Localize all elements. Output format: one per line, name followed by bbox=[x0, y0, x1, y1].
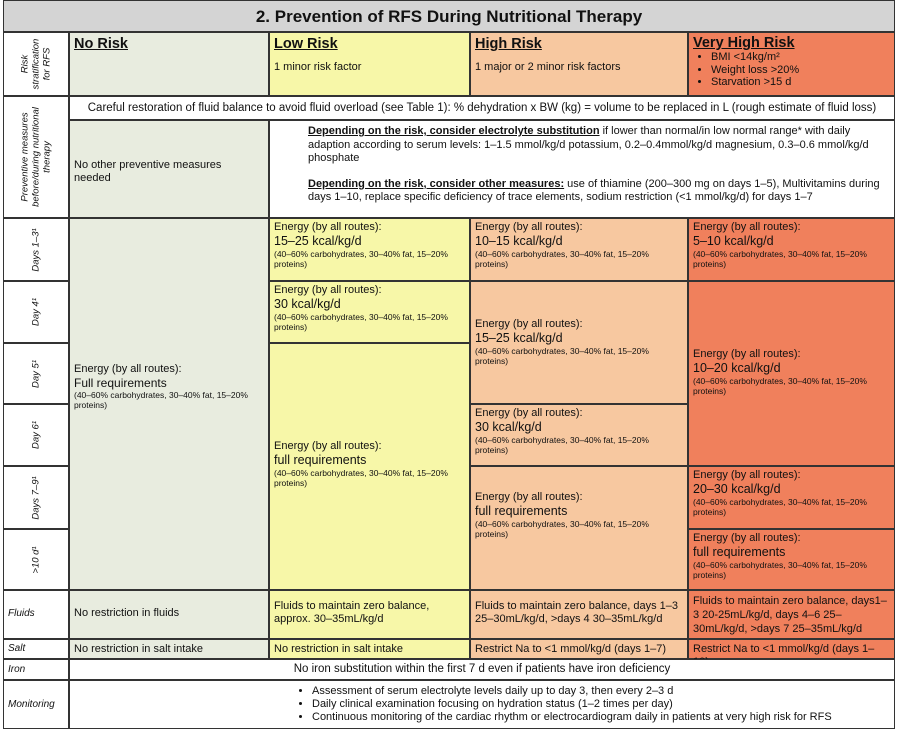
iron-note: No iron substitution within the first 7 d even if patients have iron deficiency bbox=[69, 659, 895, 680]
salt-high: Restrict Na to <1 mmol/kg/d (days 1–7) bbox=[470, 639, 688, 659]
monitoring-item: • Daily clinical examination focusing on hydration status (1–2 times per day) bbox=[312, 698, 894, 711]
low-risk-energy-d4 bbox=[269, 281, 470, 343]
high-risk-energy-d1 bbox=[470, 218, 688, 281]
high-risk-header: High Risk bbox=[475, 36, 542, 52]
row-label-risk-text: Risk stratification for RFS bbox=[19, 38, 53, 90]
no-risk-energy-cell bbox=[69, 218, 269, 590]
fluids-high-cell bbox=[470, 590, 688, 639]
monitoring-item: • Continuous monitoring of the cardiac rhythm or electrocardiogram daily in patients at very high risk for RFS bbox=[312, 711, 894, 724]
low-risk-header-cell bbox=[269, 32, 470, 96]
fluid-balance-note: Careful restoration of fluid balance to avoid fluid overload (see Table 1): % dehydration x BW (kg) = volume to be replaced in L (rough estimate of fluid loss) bbox=[69, 96, 895, 120]
fluids-low: Fluids to maintain zero balance, approx. 30–35mL/kg/d bbox=[274, 600, 430, 625]
energy-label: Energy (by all routes): bbox=[274, 221, 382, 233]
macros-note: (40–60% carbohydrates, 30–40% fat, 15–20% proteins) bbox=[74, 390, 248, 410]
salt-low: No restriction in salt intake bbox=[269, 639, 470, 659]
row-label-days-7-9-text: Days 7–9¹ bbox=[30, 475, 42, 520]
no-other-measures-cell bbox=[69, 120, 269, 218]
macros-note: (40–60% carbohydrates, 30–40% fat, 15–20% proteins) bbox=[693, 497, 867, 517]
high-risk-energy-d6 bbox=[470, 404, 688, 466]
macros-note: (40–60% carbohydrates, 30–40% fat, 15–20% proteins) bbox=[475, 519, 649, 539]
very-high-risk-energy-d7 bbox=[688, 466, 895, 529]
monitoring-cell bbox=[69, 680, 895, 729]
energy-label: Energy (by all routes): bbox=[475, 221, 583, 233]
row-label-fluids: Fluids bbox=[3, 590, 69, 639]
energy-value: full requirements bbox=[693, 545, 786, 559]
energy-value: 10–20 kcal/kg/d bbox=[693, 361, 781, 375]
electrolyte-paragraph bbox=[270, 121, 894, 166]
row-label-day-10-text: >10 d¹ bbox=[30, 545, 42, 574]
high-risk-energy-d7 bbox=[470, 466, 688, 590]
row-label-salt: Salt bbox=[3, 639, 69, 659]
energy-value: Full requirements bbox=[74, 376, 167, 390]
energy-value: 5–10 kcal/kg/d bbox=[693, 234, 774, 248]
low-risk-energy-d5 bbox=[269, 343, 470, 590]
energy-label: Energy (by all routes): bbox=[74, 363, 182, 375]
no-other-measures: No other preventive measures needed bbox=[74, 159, 222, 184]
row-label-preventive-text: Preventive measures before/during nutritional therapy bbox=[19, 107, 53, 207]
electrolyte-text: if lower than normal/in low normal range* with daily adaption according to serum levels: 1–1.5 mmol/kg/d potassium, 0.2–0.4mmol/kg/d magnesium, 0.3–0.6 mmol/kg/d phosphate bbox=[308, 125, 869, 164]
macros-note: (40–60% carbohydrates, 30–40% fat, 15–20% proteins) bbox=[693, 376, 867, 396]
very-high-risk-energy-d1 bbox=[688, 218, 895, 281]
fluids-high: Fluids to maintain zero balance, days 1–3 25–30mL/kg/d, >days 4 30–35mL/kg/d bbox=[475, 600, 679, 625]
energy-value: full requirements bbox=[475, 504, 568, 518]
low-risk-detail: 1 minor risk factor bbox=[274, 61, 362, 73]
low-risk-energy-d1 bbox=[269, 218, 470, 281]
row-label-day-5 bbox=[3, 343, 69, 404]
row-label-iron: Iron bbox=[3, 659, 69, 680]
energy-label: Energy (by all routes): bbox=[475, 318, 583, 330]
energy-label: Energy (by all routes): bbox=[693, 221, 801, 233]
very-high-risk-energy-d4 bbox=[688, 281, 895, 466]
fluids-low-cell bbox=[269, 590, 470, 639]
energy-label: Energy (by all routes): bbox=[475, 491, 583, 503]
fluids-very-high-cell bbox=[688, 590, 895, 639]
low-risk-header: Low Risk bbox=[274, 36, 338, 52]
high-risk-header-cell bbox=[470, 32, 688, 96]
energy-value: 30 kcal/kg/d bbox=[475, 420, 542, 434]
energy-value: 15–25 kcal/kg/d bbox=[274, 234, 362, 248]
energy-label: Energy (by all routes): bbox=[274, 284, 382, 296]
electrolyte-heading: Depending on the risk, consider electrolyte substitution bbox=[308, 125, 600, 137]
energy-label: Energy (by all routes): bbox=[693, 532, 801, 544]
other-measures-paragraph bbox=[270, 166, 894, 205]
row-label-days-1-3 bbox=[3, 218, 69, 281]
other-measures-heading: Depending on the risk, consider other measures: bbox=[308, 177, 565, 190]
no-risk-header: No Risk bbox=[74, 36, 128, 52]
high-risk-energy-d4 bbox=[470, 281, 688, 404]
row-label-day-6-text: Day 6¹ bbox=[30, 421, 42, 449]
macros-note: (40–60% carbohydrates, 30–40% fat, 15–20% proteins) bbox=[274, 312, 448, 332]
no-risk-header-cell bbox=[69, 32, 269, 96]
fluids-very-high: Fluids to maintain zero balance, days1–3 20-25mL/kg/d, days 4–6 25–30mL/kg/d, >days 7 25–35mL/kg/d bbox=[693, 595, 887, 635]
row-label-day-4 bbox=[3, 281, 69, 343]
very-high-risk-energy-d10 bbox=[688, 529, 895, 590]
row-label-day-5-text: Day 5¹ bbox=[30, 359, 42, 388]
row-label-days-7-9 bbox=[3, 466, 69, 529]
row-label-day-4-text: Day 4¹ bbox=[30, 298, 42, 326]
energy-label: Energy (by all routes): bbox=[274, 440, 382, 452]
macros-note: (40–60% carbohydrates, 30–40% fat, 15–20% proteins) bbox=[693, 560, 867, 580]
row-label-monitoring: Monitoring bbox=[3, 680, 69, 729]
very-high-risk-header: Very High Risk bbox=[693, 35, 795, 51]
energy-value: 10–15 kcal/kg/d bbox=[475, 234, 563, 248]
fluids-none-cell bbox=[69, 590, 269, 639]
energy-value: full requirements bbox=[274, 453, 367, 467]
high-risk-detail: 1 major or 2 minor risk factors bbox=[475, 61, 621, 73]
energy-value: 20–30 kcal/kg/d bbox=[693, 482, 781, 496]
macros-note: (40–60% carbohydrates, 30–40% fat, 15–20% proteins) bbox=[274, 468, 448, 488]
macros-note: (40–60% carbohydrates, 30–40% fat, 15–20% proteins) bbox=[475, 249, 649, 269]
preventive-measures-cell bbox=[269, 120, 895, 218]
energy-value: 15–25 kcal/kg/d bbox=[475, 331, 563, 345]
salt-very-high: Restrict Na to <1 mmol/kg/d (days 1– bbox=[688, 639, 895, 659]
very-high-risk-header-cell bbox=[688, 32, 895, 96]
vh-criterion-weight: • Weight loss >20% bbox=[711, 64, 894, 77]
macros-note: (40–60% carbohydrates, 30–40% fat, 15–20% proteins) bbox=[693, 249, 867, 269]
macros-note: (40–60% carbohydrates, 30–40% fat, 15–20% proteins) bbox=[274, 249, 448, 269]
vh-criterion-bmi: • BMI <14kg/m² bbox=[711, 51, 894, 64]
energy-label: Energy (by all routes): bbox=[693, 469, 801, 481]
no-risk-energy bbox=[70, 361, 268, 412]
fluids-none: No restriction in fluids bbox=[74, 607, 180, 619]
table-title: 2. Prevention of RFS During Nutritional Therapy bbox=[3, 0, 895, 32]
row-label-days-1-3-text: Days 1–3¹ bbox=[30, 227, 42, 272]
monitoring-item: • Assessment of serum electrolyte levels daily up to day 3, then every 2–3 d bbox=[312, 685, 894, 698]
row-label-risk bbox=[3, 32, 69, 96]
energy-label: Energy (by all routes): bbox=[475, 407, 583, 419]
salt-none: No restriction in salt intake bbox=[69, 639, 269, 659]
vh-criterion-starvation: • Starvation >15 d bbox=[711, 76, 894, 89]
row-label-preventive bbox=[3, 96, 69, 218]
row-label-day-6 bbox=[3, 404, 69, 466]
other-measures-text: use of thiamine (200–300 mg on days 1–5), Multivitamins during days 1–10, replace specific deficiency of trace elements, sodium restriction (<1 mmol/kg/d) for days 1–7 bbox=[308, 177, 880, 203]
energy-value: 30 kcal/kg/d bbox=[274, 297, 341, 311]
macros-note: (40–60% carbohydrates, 30–40% fat, 15–20% proteins) bbox=[475, 346, 649, 366]
energy-label: Energy (by all routes): bbox=[693, 348, 801, 360]
macros-note: (40–60% carbohydrates, 30–40% fat, 15–20% proteins) bbox=[475, 435, 649, 455]
row-label-day-10 bbox=[3, 529, 69, 590]
